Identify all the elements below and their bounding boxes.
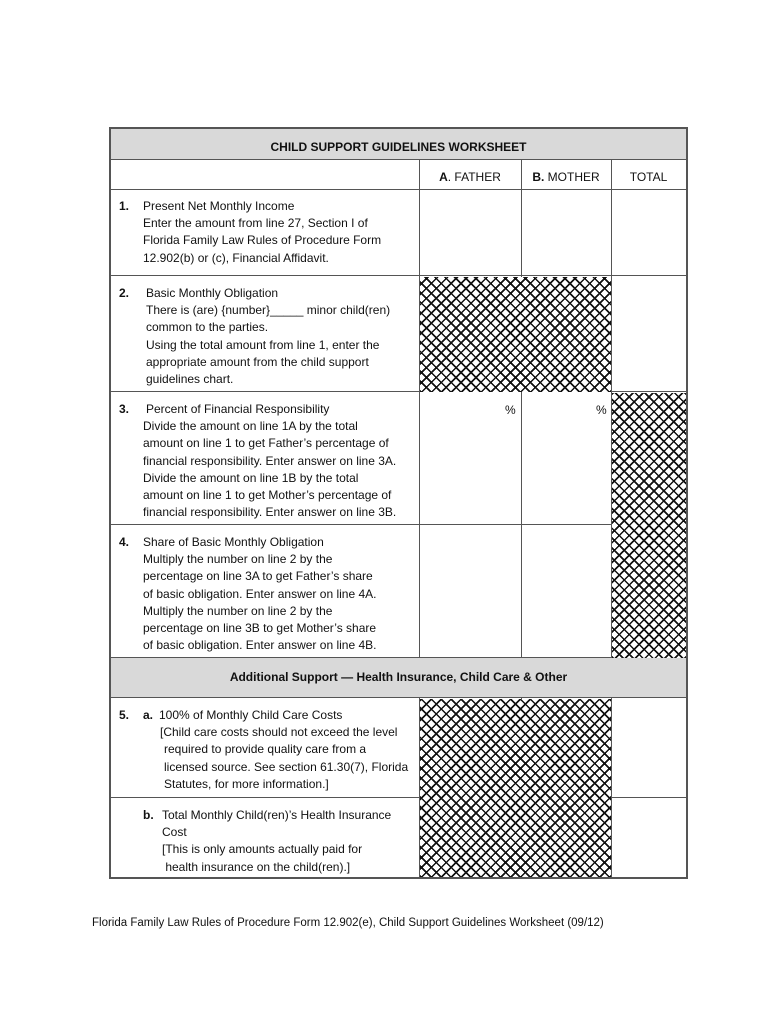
row-5-father-mother-hatched-cell [420,699,611,877]
row-3-mother-percent-sign: % [596,403,607,417]
mother-column-header: B. MOTHER [532,170,600,184]
row-3-father-percent-sign: % [505,403,516,417]
row-4-description: Share of Basic Monthly Obligation Multiply the number on line 2 by the percentage on line 3A to get Father’s share of basic obligation. Enter answer on line 4A. Multiply the number on line 2 by the percentage on line 3B to get Mother’s share of basic obligation. Enter answer on line 4B. [143,535,377,653]
row-3-number: 3. [119,402,130,416]
row-4-father-input[interactable] [420,526,521,658]
father-column-header: A. FATHER [439,170,501,184]
row-5b-description: Total Monthly Child(ren)’s Health Insurance Cost [This is only amounts actually paid for health insurance on the child(ren).] [162,808,392,874]
worksheet-title: CHILD SUPPORT GUIDELINES WORKSHEET [270,140,527,154]
row-3-4-total-hatched-cell [612,393,686,658]
child-support-worksheet-table [109,127,688,879]
row-1-total-input[interactable] [612,191,686,276]
row-1-number: 1. [119,199,130,213]
row-1-father-input[interactable] [420,191,521,276]
row-5b-label: b. [143,808,154,822]
row-2-total-input[interactable] [612,277,686,392]
row-5a-total-input[interactable] [612,699,686,798]
form-footer: Florida Family Law Rules of Procedure Form 12.902(e), Child Support Guidelines Worksheet (09/12) [92,917,604,929]
row-1-mother-input[interactable] [522,191,611,276]
row-5b-total-input[interactable] [612,799,686,877]
row-2-father-mother-hatched-cell [420,277,611,392]
row-5a-description: 100% of Monthly Child Care Costs [Child care costs should not exceed the level required to provide quality care from a licensed source. See section 61.30(7), Florida Statutes, for more information.] [159,708,409,791]
total-column-header: TOTAL [629,170,668,184]
row-1-description: Present Net Monthly Income Enter the amount from line 27, Section I of Florida Family Law Rules of Procedure Form 12.902(b) or (c), Financial Affidavit. [143,199,382,265]
row-5a-label: a. [143,708,154,722]
row-4-mother-input[interactable] [522,526,611,658]
row-2-number: 2. [119,286,130,300]
row-5-number: 5. [119,708,130,722]
row-3-description: Percent of Financial Responsibility Divide the amount on line 1A by the total amount on line 1 to get Father’s percentage of financial responsibility. Enter answer on line 3A. Divide the amount on line 1B by the total amount on line 1 to get Mother’s percentage of financial responsibility. Enter answer on line 3B. [143,402,397,520]
row-4-number: 4. [119,535,130,549]
row-2-description: Basic Monthly Obligation There is (are) {number}_____ minor child(ren) common to the parties. Using the total amount from line 1, enter the appropriate amount from the child support guidelines chart. [146,286,391,387]
additional-support-header: Additional Support — Health Insurance, Child Care & Other [229,670,568,684]
